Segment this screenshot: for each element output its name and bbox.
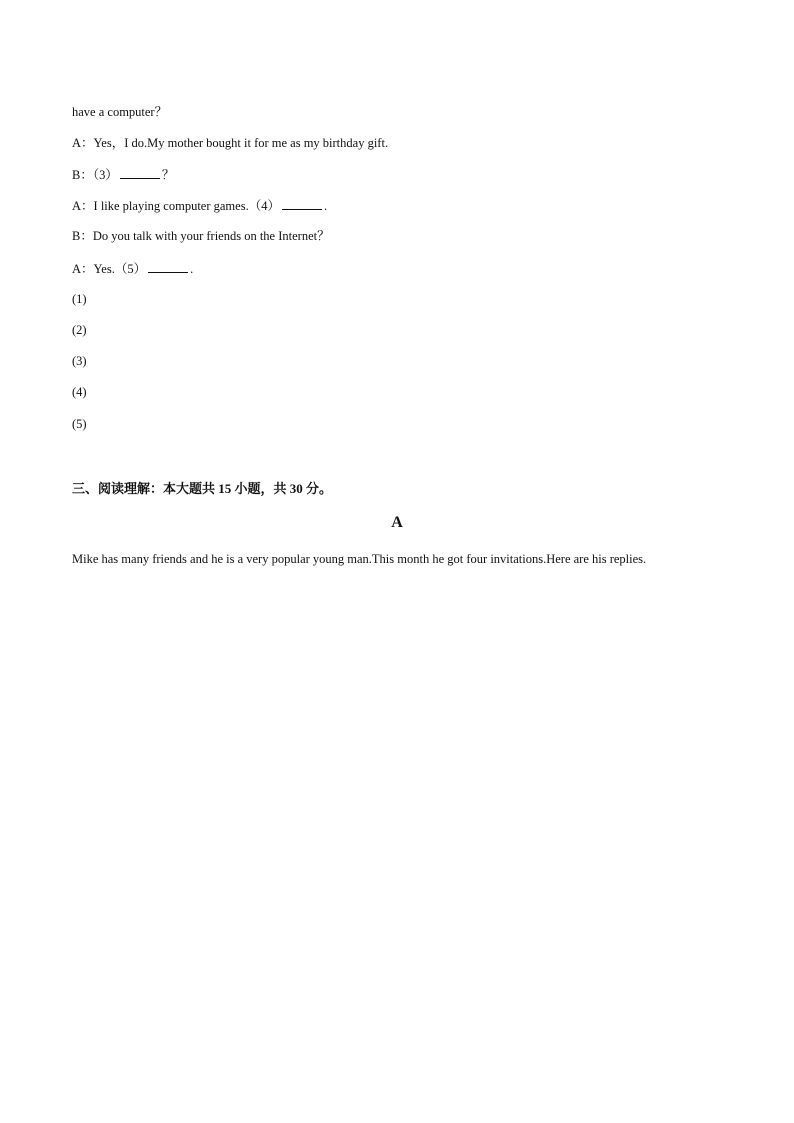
answer-label-4: (4) xyxy=(72,385,87,399)
line-suffix: . xyxy=(190,262,194,276)
dialogue-line: have a computer？ xyxy=(72,105,168,119)
dialogue-line-blank-5 xyxy=(72,260,193,277)
answer-label-3: (3) xyxy=(72,354,87,368)
line-suffix: . xyxy=(323,199,328,213)
dialogue-line: A：Yes，I do.My mother bought it for me as my birthday gift. xyxy=(72,136,389,150)
dialogue-line-blank-4 xyxy=(72,197,327,214)
passage-title: A xyxy=(391,514,403,531)
line-prefix: A：I like playing computer games.（4） xyxy=(72,199,280,213)
answer-blank-3[interactable] xyxy=(120,166,160,179)
line-prefix: B：（3） xyxy=(72,168,118,182)
dialogue-line: B：Do you talk with your friends on the Internet？ xyxy=(72,229,330,243)
answer-blank-4[interactable] xyxy=(282,197,322,210)
answer-label-5: (5) xyxy=(72,417,87,431)
answer-label-2: (2) xyxy=(72,323,87,337)
answer-label-1: (1) xyxy=(72,292,87,306)
line-suffix: ？ xyxy=(161,168,175,182)
dialogue-line-blank-3 xyxy=(72,166,174,183)
passage-text: Mike has many friends and he is a very popular young man.This month he got four invitations.Here are his replies. xyxy=(72,552,647,566)
line-prefix: A：Yes.（5） xyxy=(72,262,147,276)
answer-blank-5[interactable] xyxy=(148,260,188,273)
section-heading: 三、阅读理解：本大题共 15 小题，共 30 分。 xyxy=(72,481,333,496)
